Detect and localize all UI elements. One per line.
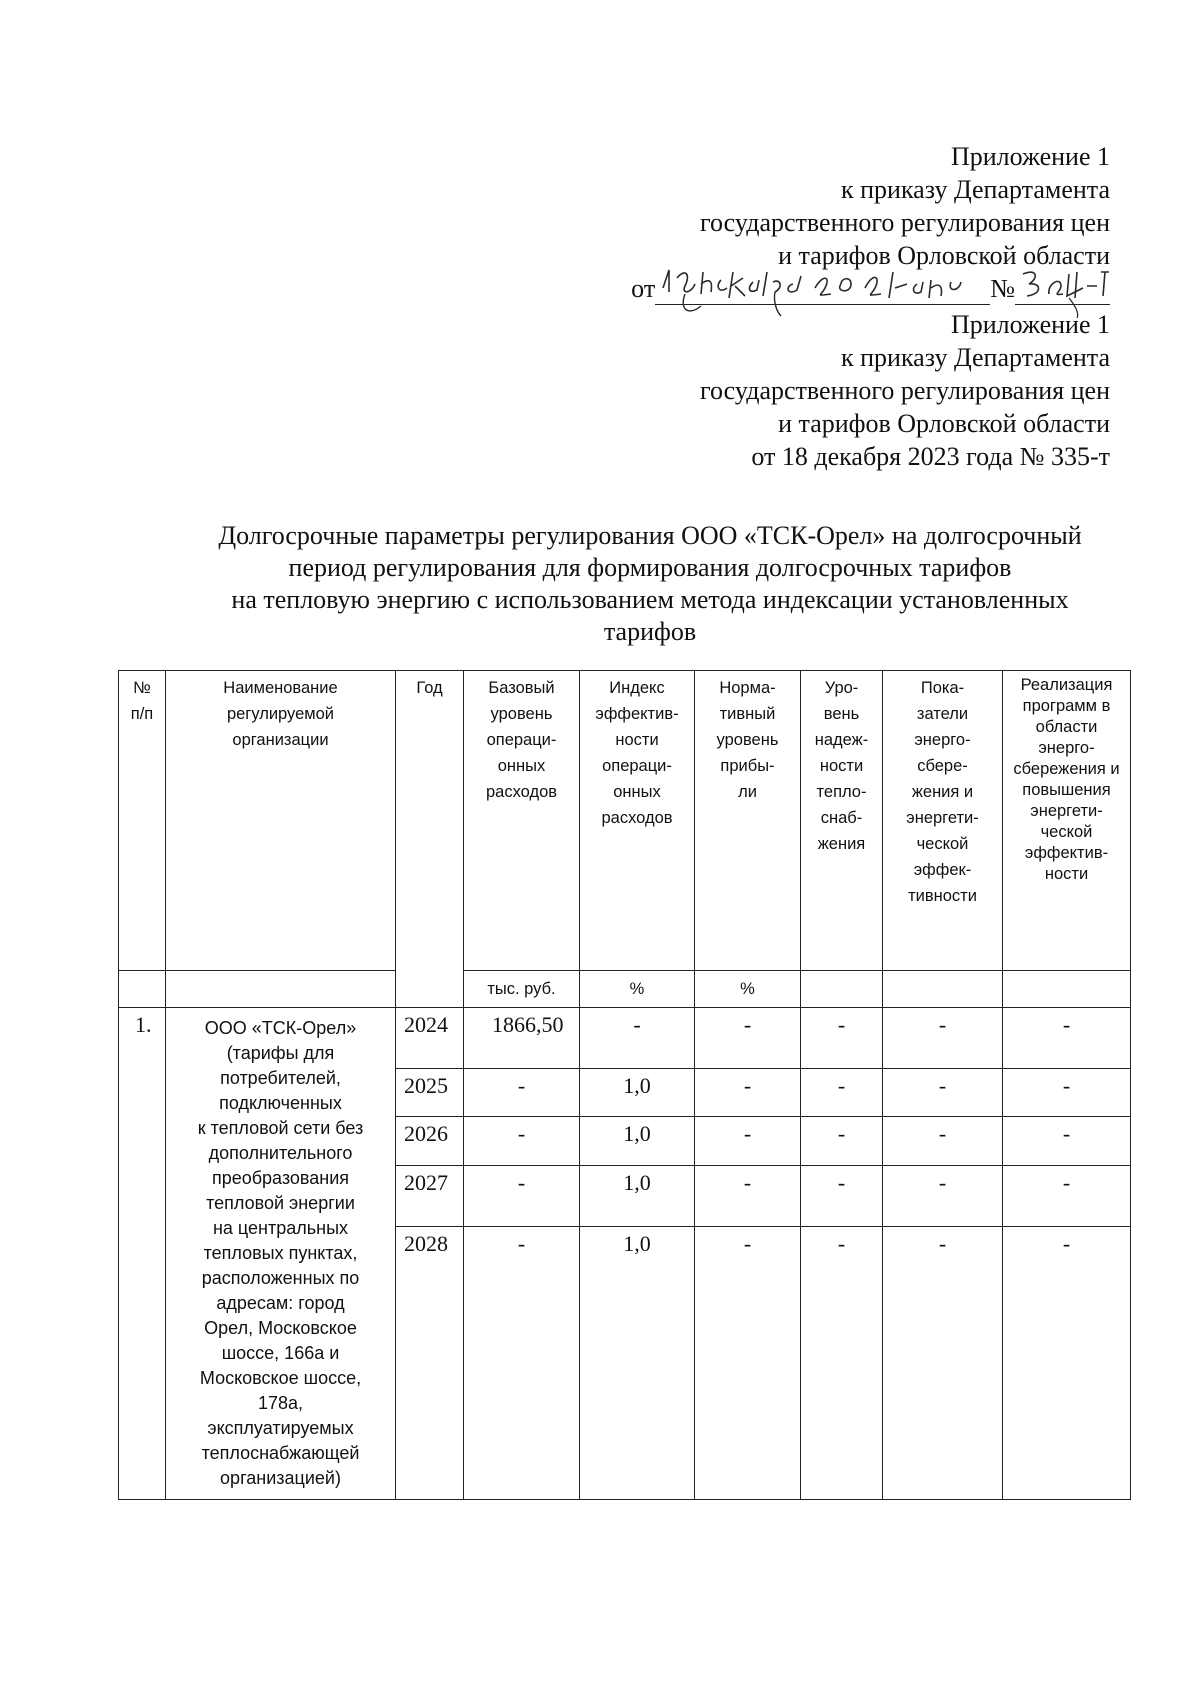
cell-programs: - <box>1003 1165 1131 1226</box>
header-line: Уро- <box>824 679 859 697</box>
header-line: надеж- <box>814 731 869 749</box>
header-line: ческой <box>1040 823 1093 841</box>
header-line: Наименование <box>223 679 338 697</box>
unit-reliability <box>801 971 883 1008</box>
header-profit <box>695 671 801 971</box>
cell-energy: - <box>883 1008 1003 1069</box>
organization-line: адресам: город <box>216 1293 345 1313</box>
cell-year: 2028 <box>396 1226 464 1499</box>
organization-line: подключенных <box>219 1093 342 1113</box>
header-line: области <box>1035 718 1098 736</box>
organization-line: организацией) <box>220 1468 341 1488</box>
cell-energy: - <box>883 1226 1003 1499</box>
cell-energy: - <box>883 1068 1003 1117</box>
organization-line: расположенных по <box>201 1268 360 1288</box>
appendix-previous-line2: к приказу Департамента <box>840 343 1110 372</box>
header-line: ности <box>615 731 659 749</box>
cell-profit: - <box>695 1117 801 1166</box>
unit-base: тыс. руб. <box>464 971 580 1008</box>
header-line: тивный <box>719 705 776 723</box>
cell-year: 2026 <box>396 1117 464 1166</box>
cell-base: - <box>464 1068 580 1117</box>
organization-line: эксплуатируемых <box>207 1418 354 1438</box>
units-row <box>119 971 1131 1008</box>
cell-index: 1,0 <box>580 1165 695 1226</box>
unit-num <box>119 971 166 1008</box>
organization-line: тепловых пунктах, <box>203 1243 358 1263</box>
header-line: ческой <box>916 835 969 853</box>
header-line: повышения <box>1022 781 1111 799</box>
header-energy <box>883 671 1003 971</box>
cell-reliability: - <box>801 1117 883 1166</box>
header-year <box>396 671 464 1008</box>
header-line: энергети- <box>906 809 979 827</box>
cell-base: - <box>464 1117 580 1166</box>
title-line1: Долгосрочные параметры регулирования ООО «ТСК-Орел» на долгосрочный <box>218 521 1082 550</box>
cell-profit: - <box>695 1165 801 1226</box>
parameters-table <box>118 670 1131 1500</box>
cell-energy: - <box>883 1165 1003 1226</box>
header-line: организации <box>232 731 329 749</box>
header-line: сбере- <box>917 757 968 775</box>
cell-programs: - <box>1003 1117 1131 1166</box>
appendix-previous-line1: Приложение 1 <box>950 310 1110 339</box>
header-programs <box>1003 671 1131 971</box>
header-line: эффектив- <box>1024 844 1109 862</box>
title-line3: на тепловую энергию с использованием метода индексации установленных <box>231 585 1069 614</box>
parameters-table-wrapper <box>118 670 1130 1560</box>
cell-year: 2025 <box>396 1068 464 1117</box>
header-line: ли <box>738 783 757 801</box>
header-line: уровень <box>490 705 553 723</box>
cell-programs: - <box>1003 1226 1131 1499</box>
cell-reliability: - <box>801 1008 883 1069</box>
header-line: энерго- <box>914 731 971 749</box>
header-line: Год <box>416 679 443 697</box>
header-line: № <box>133 679 151 697</box>
header-line: Индекс <box>609 679 665 697</box>
header-line: онных <box>497 757 546 775</box>
cell-profit: - <box>695 1226 801 1499</box>
header-reliability <box>801 671 883 971</box>
header-line: программ в <box>1022 697 1111 715</box>
header-line: онных <box>613 783 661 801</box>
cell-base: 1866,50 <box>464 1008 580 1069</box>
cell-reliability: - <box>801 1226 883 1499</box>
header-line: операци- <box>486 731 557 749</box>
header-line: снаб- <box>820 809 863 827</box>
organization-line: тепловой энергии <box>206 1193 355 1213</box>
cell-base: - <box>464 1226 580 1499</box>
appendix-previous-line5: от 18 декабря 2023 года № 335-т <box>751 442 1110 471</box>
header-line: регулируемой <box>226 705 335 723</box>
table-row <box>119 1008 1131 1069</box>
appendix-current-line4: и тарифов Орловской области <box>778 241 1110 270</box>
header-num <box>119 671 166 971</box>
header-line: жения и <box>911 783 974 801</box>
unit-programs <box>1003 971 1131 1008</box>
header-line: затели <box>916 705 969 723</box>
organization-line: преобразования <box>211 1168 350 1188</box>
header-line: вень <box>823 705 860 723</box>
header-line: уровень <box>716 731 779 749</box>
cell-year: 2027 <box>396 1165 464 1226</box>
unit-profit: % <box>695 971 801 1008</box>
header-line: энергети- <box>1030 802 1103 820</box>
handwritten-date-field <box>655 272 990 305</box>
row-number: 1. <box>119 1008 166 1500</box>
cell-energy: - <box>883 1117 1003 1166</box>
cell-profit: - <box>695 1068 801 1117</box>
organization-line: теплоснабжающей <box>201 1443 360 1463</box>
cell-programs: - <box>1003 1008 1131 1069</box>
header-line: расходов <box>485 783 558 801</box>
header-line: операци- <box>602 757 672 775</box>
appendix-current-line3: государственного регулирования цен <box>700 208 1110 237</box>
organization-line: ООО «ТСК-Орел» <box>204 1018 357 1038</box>
cell-index: 1,0 <box>580 1226 695 1499</box>
cell-profit: - <box>695 1008 801 1069</box>
appendix-previous-line4: и тарифов Орловской области <box>778 409 1110 438</box>
appendix-current <box>631 140 1110 305</box>
cell-year: 2024 <box>396 1008 464 1069</box>
cell-index: - <box>580 1008 695 1069</box>
header-line: сбережения и <box>1013 760 1120 778</box>
appendix-previous <box>700 308 1110 473</box>
organization-line: на центральных <box>212 1218 349 1238</box>
cell-reliability: - <box>801 1068 883 1117</box>
header-line: эффектив- <box>595 705 679 723</box>
header-line: расходов <box>601 809 673 827</box>
cell-base: - <box>464 1165 580 1226</box>
cell-reliability: - <box>801 1165 883 1226</box>
order-date-line <box>631 272 1110 305</box>
title-line4: тарифов <box>603 617 697 646</box>
header-line: жения <box>817 835 866 853</box>
cell-index: 1,0 <box>580 1068 695 1117</box>
header-base <box>464 671 580 971</box>
date-prefix: от <box>631 274 656 303</box>
header-row <box>119 671 1131 971</box>
unit-index: % <box>580 971 695 1008</box>
unit-energy <box>883 971 1003 1008</box>
organization-line: (тарифы для <box>226 1043 335 1063</box>
header-line: Реализация <box>1020 676 1113 694</box>
header-line: Базовый <box>488 679 555 697</box>
organization-line: дополнительного <box>208 1143 353 1163</box>
header-line: эффек- <box>913 861 972 879</box>
organization-name <box>166 1008 396 1500</box>
header-line: тепло- <box>816 783 867 801</box>
table-body <box>119 1008 1131 1500</box>
header-index <box>580 671 695 971</box>
header-line: ности <box>819 757 864 775</box>
organization-line: потребителей, <box>220 1068 341 1088</box>
header-line: прибы- <box>720 757 775 775</box>
header-line: Норма- <box>719 679 776 697</box>
title-line2: период регулирования для формирования долгосрочных тарифов <box>288 553 1012 582</box>
organization-line: шоссе, 166а и <box>221 1343 340 1363</box>
document-title <box>160 520 1140 648</box>
appendix-previous-line3: государственного регулирования цен <box>700 376 1110 405</box>
number-sign: № <box>990 274 1015 303</box>
header-org <box>166 671 396 971</box>
appendix-current-line1: Приложение 1 <box>950 142 1110 171</box>
header-line: п/п <box>130 705 154 723</box>
organization-line: 178а, <box>257 1393 304 1413</box>
header-line: тивности <box>908 887 977 905</box>
cell-index: 1,0 <box>580 1117 695 1166</box>
handwritten-number-field <box>1015 272 1110 305</box>
organization-line: Московское шоссе, <box>199 1368 362 1388</box>
unit-org <box>166 971 396 1008</box>
cell-programs: - <box>1003 1068 1131 1117</box>
header-line: ности <box>1044 865 1089 883</box>
appendix-current-line2: к приказу Департамента <box>840 175 1110 204</box>
organization-line: Орел, Московское <box>204 1318 357 1338</box>
organization-line: к тепловой сети без <box>197 1118 364 1138</box>
header-line: Пока- <box>920 679 965 697</box>
header-line: энерго- <box>1038 739 1095 757</box>
